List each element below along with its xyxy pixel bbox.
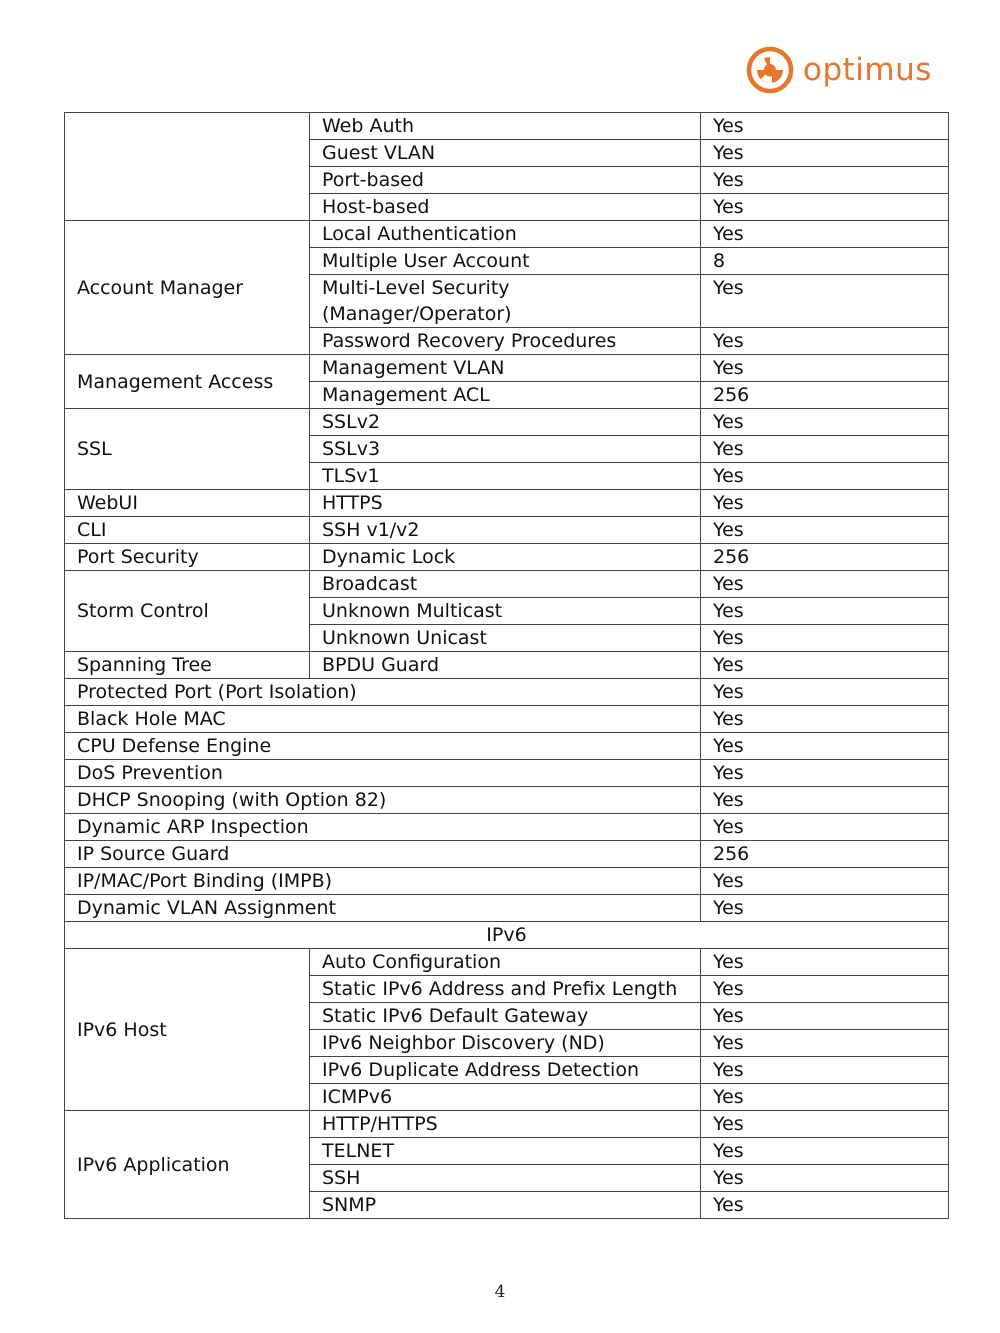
value-cell: Yes: [701, 409, 949, 436]
feature-cell: Protected Port (Port Isolation): [65, 679, 701, 706]
value-cell: Yes: [701, 221, 949, 248]
feature-cell: HTTP/HTTPS: [310, 1111, 701, 1138]
feature-cell: SNMP: [310, 1192, 701, 1219]
table-row: [65, 409, 949, 436]
feature-cell: DHCP Snooping (with Option 82): [65, 787, 701, 814]
feature-cell: Static IPv6 Address and Prefix Length: [310, 976, 701, 1003]
feature-cell: Unknown Multicast: [310, 598, 701, 625]
value-cell: Yes: [701, 1165, 949, 1192]
feature-cell: Dynamic ARP Inspection: [65, 814, 701, 841]
table-row: [65, 221, 949, 248]
feature-cell: HTTPS: [310, 490, 701, 517]
feature-cell: TLSv1: [310, 463, 701, 490]
feature-cell: Auto Configuration: [310, 949, 701, 976]
category-cell: Management Access: [65, 355, 310, 409]
table-row: [65, 571, 949, 598]
feature-cell: IPv6 Neighbor Discovery (ND): [310, 1030, 701, 1057]
value-cell: Yes: [701, 652, 949, 679]
feature-cell: TELNET: [310, 1138, 701, 1165]
category-cell: CLI: [65, 517, 310, 544]
category-cell: WebUI: [65, 490, 310, 517]
feature-cell: BPDU Guard: [310, 652, 701, 679]
feature-cell: SSH v1/v2: [310, 517, 701, 544]
category-cell: Account Manager: [65, 221, 310, 355]
feature-cell: SSLv2: [310, 409, 701, 436]
value-cell: Yes: [701, 760, 949, 787]
table-row: [65, 868, 949, 895]
category-cell: IPv6 Application: [65, 1111, 310, 1219]
feature-cell: Dynamic VLAN Assignment: [65, 895, 701, 922]
value-cell: 8: [701, 248, 949, 275]
feature-cell: SSH: [310, 1165, 701, 1192]
value-cell: Yes: [701, 194, 949, 221]
brand-logo: [746, 44, 932, 96]
value-cell: Yes: [701, 275, 949, 328]
feature-cell: IPv6 Duplicate Address Detection: [310, 1057, 701, 1084]
value-cell: Yes: [701, 976, 949, 1003]
category-cell: [65, 113, 310, 221]
value-cell: Yes: [701, 733, 949, 760]
value-cell: Yes: [701, 679, 949, 706]
table-row: [65, 922, 949, 949]
logo-wordmark: optimus: [803, 51, 932, 88]
value-cell: Yes: [701, 328, 949, 355]
value-cell: Yes: [701, 1003, 949, 1030]
value-cell: Yes: [701, 895, 949, 922]
value-cell: Yes: [701, 517, 949, 544]
feature-cell: DoS Prevention: [65, 760, 701, 787]
value-cell: Yes: [701, 1084, 949, 1111]
feature-cell: ICMPv6: [310, 1084, 701, 1111]
value-cell: Yes: [701, 355, 949, 382]
value-cell: Yes: [701, 625, 949, 652]
value-cell: Yes: [701, 140, 949, 167]
value-cell: 256: [701, 841, 949, 868]
value-cell: 256: [701, 544, 949, 571]
value-cell: Yes: [701, 814, 949, 841]
section-header-ipv6: IPv6: [65, 922, 949, 949]
category-cell: IPv6 Host: [65, 949, 310, 1111]
table-row: [65, 113, 949, 140]
category-cell: Storm Control: [65, 571, 310, 652]
table-row: [65, 490, 949, 517]
value-cell: Yes: [701, 1057, 949, 1084]
table-row: [65, 517, 949, 544]
value-cell: Yes: [701, 167, 949, 194]
table-row: [65, 760, 949, 787]
table-row: [65, 895, 949, 922]
feature-cell: Web Auth: [310, 113, 701, 140]
value-cell: Yes: [701, 598, 949, 625]
feature-cell: IP Source Guard: [65, 841, 701, 868]
value-cell: Yes: [701, 436, 949, 463]
category-cell: Port Security: [65, 544, 310, 571]
value-cell: Yes: [701, 1111, 949, 1138]
feature-cell: Password Recovery Procedures: [310, 328, 701, 355]
table-row: [65, 679, 949, 706]
feature-cell: Unknown Unicast: [310, 625, 701, 652]
feature-cell: Guest VLAN: [310, 140, 701, 167]
table-row: [65, 814, 949, 841]
value-cell: Yes: [701, 1030, 949, 1057]
value-cell: Yes: [701, 787, 949, 814]
feature-cell: Management VLAN: [310, 355, 701, 382]
table-row: [65, 787, 949, 814]
feature-cell: Port-based: [310, 167, 701, 194]
table-row: [65, 733, 949, 760]
feature-cell: Black Hole MAC: [65, 706, 701, 733]
feature-cell: Dynamic Lock: [310, 544, 701, 571]
specification-table: [64, 112, 949, 1219]
feature-cell: CPU Defense Engine: [65, 733, 701, 760]
feature-cell: Static IPv6 Default Gateway: [310, 1003, 701, 1030]
value-cell: Yes: [701, 571, 949, 598]
table-row: [65, 544, 949, 571]
value-cell: Yes: [701, 490, 949, 517]
table-row: [65, 355, 949, 382]
feature-cell: SSLv3: [310, 436, 701, 463]
feature-cell: Management ACL: [310, 382, 701, 409]
value-cell: 256: [701, 382, 949, 409]
value-cell: Yes: [701, 463, 949, 490]
value-cell: Yes: [701, 113, 949, 140]
table-row: [65, 706, 949, 733]
table-row: [65, 949, 949, 976]
optimus-aperture-logo-icon: [746, 46, 794, 94]
table-row: [65, 652, 949, 679]
page-number: 4: [494, 1282, 506, 1302]
value-cell: Yes: [701, 1138, 949, 1165]
feature-cell: Broadcast: [310, 571, 701, 598]
category-cell: SSL: [65, 409, 310, 490]
feature-cell: Multiple User Account: [310, 248, 701, 275]
feature-cell: Multi-Level Security (Manager/Operator): [310, 275, 701, 328]
feature-cell: IP/MAC/Port Binding (IMPB): [65, 868, 701, 895]
value-cell: Yes: [701, 1192, 949, 1219]
category-cell: Spanning Tree: [65, 652, 310, 679]
feature-cell: Local Authentication: [310, 221, 701, 248]
value-cell: Yes: [701, 706, 949, 733]
value-cell: Yes: [701, 868, 949, 895]
value-cell: Yes: [701, 949, 949, 976]
table-row: [65, 841, 949, 868]
feature-cell: Host-based: [310, 194, 701, 221]
table-row: [65, 1111, 949, 1138]
